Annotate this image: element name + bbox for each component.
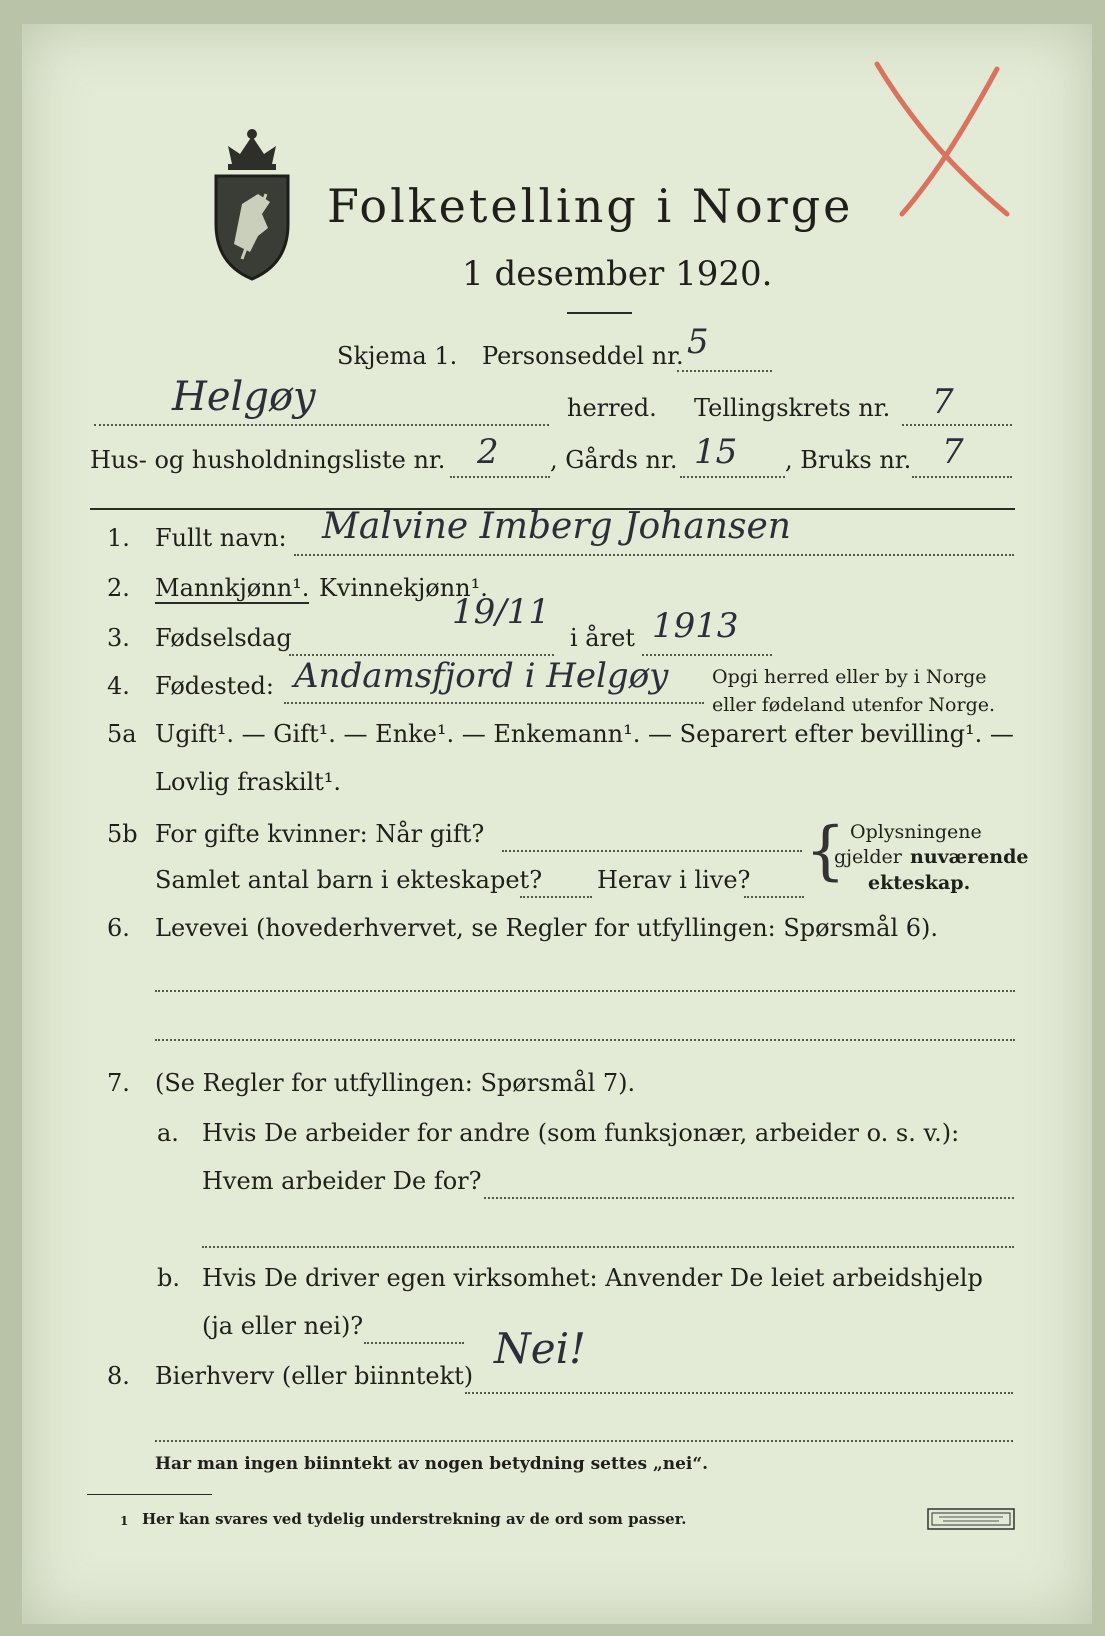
skjema-label: Skjema 1. (337, 342, 458, 370)
year-label: i året (570, 624, 635, 652)
q7-number: 7. (107, 1069, 130, 1097)
tellingskrets-value: 7 (932, 382, 954, 422)
footnote-rule (87, 1494, 212, 1495)
nei-note: Har man ingen biinntekt av nogen betydning settes „nei“. (155, 1454, 709, 1474)
herred-value: Helgøy (172, 374, 316, 420)
title-divider (567, 312, 632, 314)
q7b-number: b. (157, 1264, 180, 1292)
q4-label: Fødested: (155, 672, 274, 700)
birth-year-value: 1913 (652, 606, 739, 646)
q5b-note-line3: ekteskap. (868, 872, 971, 894)
bruks-label: , Bruks nr. (785, 446, 912, 474)
coat-of-arms-icon (202, 124, 302, 284)
q7a-line1: Hvis De arbeider for andre (som funksjonær, arbeider o. s. v.): (202, 1119, 960, 1147)
census-date: 1 desember 1920. (462, 254, 773, 294)
q6-number: 6. (107, 914, 130, 942)
herred-label: herred. (567, 394, 657, 422)
birth-day-value: 19/11 (452, 592, 550, 632)
q2-number: 2. (107, 574, 130, 602)
printer-stamp-icon (927, 1508, 1015, 1530)
footnote-number: 1 (120, 1514, 129, 1528)
q4-note-line1: Opgi herred eller by i Norge (712, 666, 987, 688)
q1-number: 1. (107, 524, 130, 552)
q5b-alive: Herav i live? (597, 866, 751, 894)
q3-label: Fødselsdag (155, 624, 292, 652)
personseddel-value: 5 (687, 322, 709, 362)
side-income-value: Nei! (494, 1324, 586, 1373)
q7b-line1: Hvis De driver egen virksomhet: Anvender De leiet arbeidshjelp (202, 1264, 983, 1292)
q5b-when-married: For gifte kvinner: Når gift? (155, 820, 485, 848)
q6-label: Levevei (hovederhvervet, se Regler for utfyllingen: Spørsmål 6). (155, 914, 939, 942)
q1-label: Fullt navn: (155, 524, 287, 552)
gards-value: 15 (694, 432, 738, 472)
husliste-value: 2 (477, 432, 499, 472)
tellingskrets-label: Tellingskrets nr. (694, 394, 891, 422)
female-option: Kvinnekjønn¹. (319, 574, 488, 602)
census-form-page: Folketelling i Norge 1 desember 1920. Skjema 1. Personseddel nr. 5 Helgøy herred. Tellingskrets nr. 7 Hus- og husholdningsliste nr. 2 , Gårds nr. 15 , Bruks nr. 7 1. Fullt navn: Malvine Imberg Johansen 2. Mannkjønn¹. Kvinnekjønn¹. 3. Fødselsdag 19/11 i året 1913 4. Fødested: Andamsfjord i Helgøy Opgi herred eller by i Norge eller fødeland utenfor Norge. 5a Ugift¹. — Gift¹. — Enke¹. — Enkemann¹. — Separert efter bevilling¹. — Lovlig fraskilt¹. 5b For gifte kvinner: Når gift? Samlet antal barn i ekteskapet? Herav i live? { Oplysningene gjelder nuværende ekteskap. 6. Levevei (hovederhvervet, se Regler for utfyllingen: Spørsmål 6). 7. (Se Regler for utfyllingen: Spørsmål 7). a. Hvis De arbeider for andre (som funksjonær, arbeider o. s. v.): Hvem arbeider De for? b. Hvis De driver egen virksomhet: Anvender De leiet arbeidshjelp (ja eller nei)? 8. Bierhverv (eller biinntekt) Nei! Har man ingen biinntekt av nogen betydning settes „nei“. 1 Her kan svares ved tydelig understrekning av de ord som passer. (22, 24, 1092, 1624)
gards-label: , Gårds nr. (550, 446, 678, 474)
footnote-text: Her kan svares ved tydelig understrekning av de ord som passer. (142, 1510, 687, 1528)
q5b-note-nuvaerende: nuværende (910, 846, 1029, 868)
marital-status-options: Ugift¹. — Gift¹. — Enke¹. — Enkemann¹. — Separert efter bevilling¹. — (155, 720, 1014, 748)
q7a-number: a. (157, 1119, 179, 1147)
personseddel-label: Personseddel nr. (482, 342, 684, 370)
q8-label: Bierhverv (eller biinntekt) (155, 1362, 474, 1390)
bruks-value: 7 (942, 432, 964, 472)
page-title: Folketelling i Norge (327, 179, 854, 233)
q5b-note-line1: Oplysningene (850, 821, 982, 843)
q7b-line2: (ja eller nei)? (202, 1312, 364, 1340)
red-x-mark (867, 54, 1017, 224)
q7a-line2: Hvem arbeider De for? (202, 1167, 482, 1195)
male-option: Mannkjønn¹. (155, 574, 310, 602)
q5a-number: 5a (107, 720, 137, 748)
marital-status-divorced: Lovlig fraskilt¹. (155, 768, 342, 796)
full-name-value: Malvine Imberg Johansen (322, 506, 791, 547)
q5b-children: Samlet antal barn i ekteskapet? (155, 866, 543, 894)
q4-note-line2: eller fødeland utenfor Norge. (712, 694, 996, 716)
q4-number: 4. (107, 672, 130, 700)
q8-number: 8. (107, 1362, 130, 1390)
husliste-label: Hus- og husholdningsliste nr. (90, 446, 446, 474)
q5b-number: 5b (107, 820, 138, 848)
q5b-note-gjelder: gjelder (834, 846, 902, 868)
q3-number: 3. (107, 624, 130, 652)
birthplace-value: Andamsfjord i Helgøy (294, 656, 669, 696)
q7-label: (Se Regler for utfyllingen: Spørsmål 7). (155, 1069, 636, 1097)
